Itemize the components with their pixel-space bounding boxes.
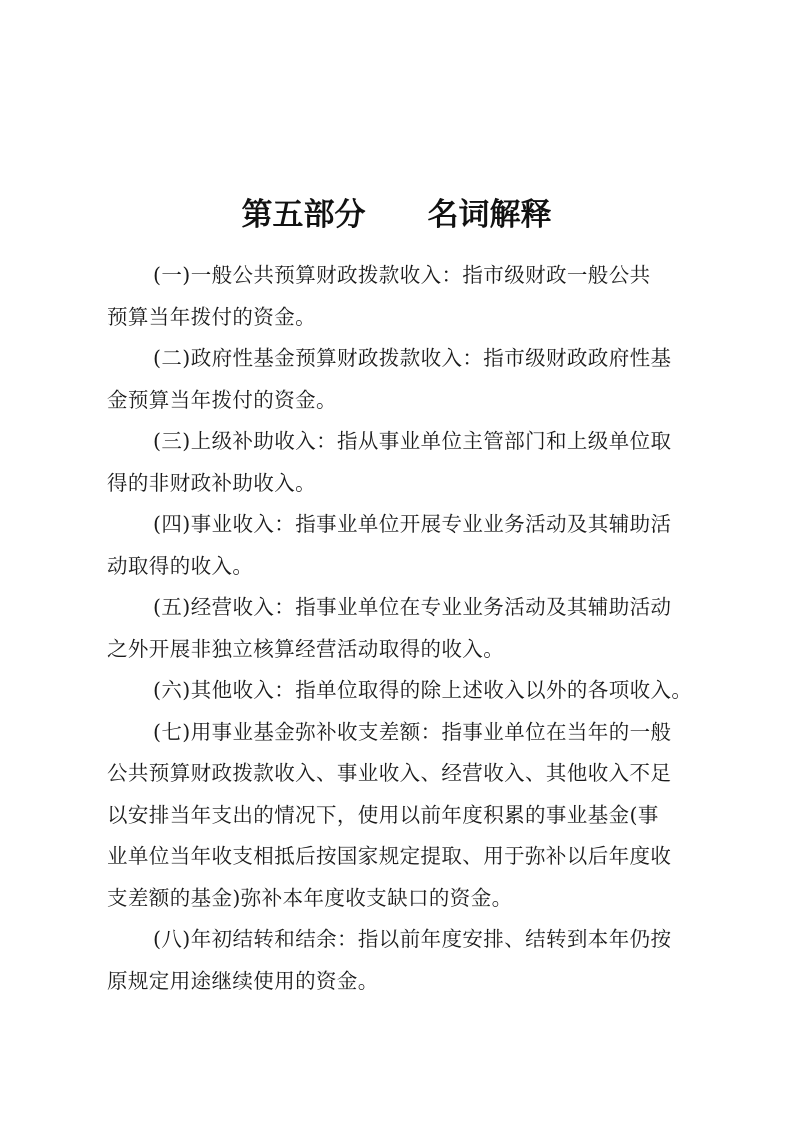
- paragraph-line: 预算当年拨付的资金。: [107, 304, 316, 329]
- paragraph-8: [107, 919, 697, 1002]
- paragraph-3: [107, 421, 697, 504]
- paragraph-6: [107, 670, 697, 712]
- paragraph-line: (一)一般公共预算财政拨款收入：指市级财政一般公共: [153, 263, 651, 287]
- paragraph-line: 之外开展非独立核算经营活动取得的收入。: [107, 636, 505, 661]
- paragraph-line: (六)其他收入：指单位取得的除上述收入以外的各项收入。: [153, 678, 693, 702]
- paragraph-5: [107, 587, 697, 670]
- paragraph-line: 支差额的基金)弥补本年度收支缺口的资金。: [107, 885, 513, 910]
- paragraph-4: [107, 504, 697, 587]
- paragraph-line: (四)事业收入：指事业单位开展专业业务活动及其辅助活: [153, 512, 672, 536]
- paragraph-1: [107, 255, 697, 338]
- paragraph-line: (三)上级补助收入：指从事业单位主管部门和上级单位取: [153, 429, 672, 453]
- paragraph-2: [107, 338, 697, 421]
- paragraph-line: 动取得的收入。: [107, 553, 254, 578]
- paragraph-line: (八)年初结转和结余：指以前年度安排、结转到本年仍按: [153, 927, 672, 951]
- paragraph-line: 以安排当年支出的情况下，使用以前年度积累的事业基金(事: [107, 802, 659, 827]
- paragraph-line: (五)经营收入：指事业单位在专业业务活动及其辅助活动: [153, 595, 672, 619]
- paragraph-line: (二)政府性基金预算财政拨款收入：指市级财政政府性基: [153, 346, 672, 370]
- document-body: [107, 255, 697, 1002]
- paragraph-line: 业单位当年收支相抵后按国家规定提取、用于弥补以后年度收: [107, 844, 672, 868]
- paragraph-line: 金预算当年拨付的资金。: [107, 387, 337, 412]
- paragraph-line: (七)用事业基金弥补收支差额：指事业单位在当年的一般: [153, 719, 672, 744]
- paragraph-line: 公共预算财政拨款收入、事业收入、经营收入、其他收入不足: [107, 761, 672, 785]
- page-title: 第五部分 名词解释: [241, 197, 552, 233]
- paragraph-line: 原规定用途继续使用的资金。: [107, 968, 379, 993]
- paragraph-7: [107, 712, 697, 920]
- paragraph-line: 得的非财政补助收入。: [107, 470, 316, 495]
